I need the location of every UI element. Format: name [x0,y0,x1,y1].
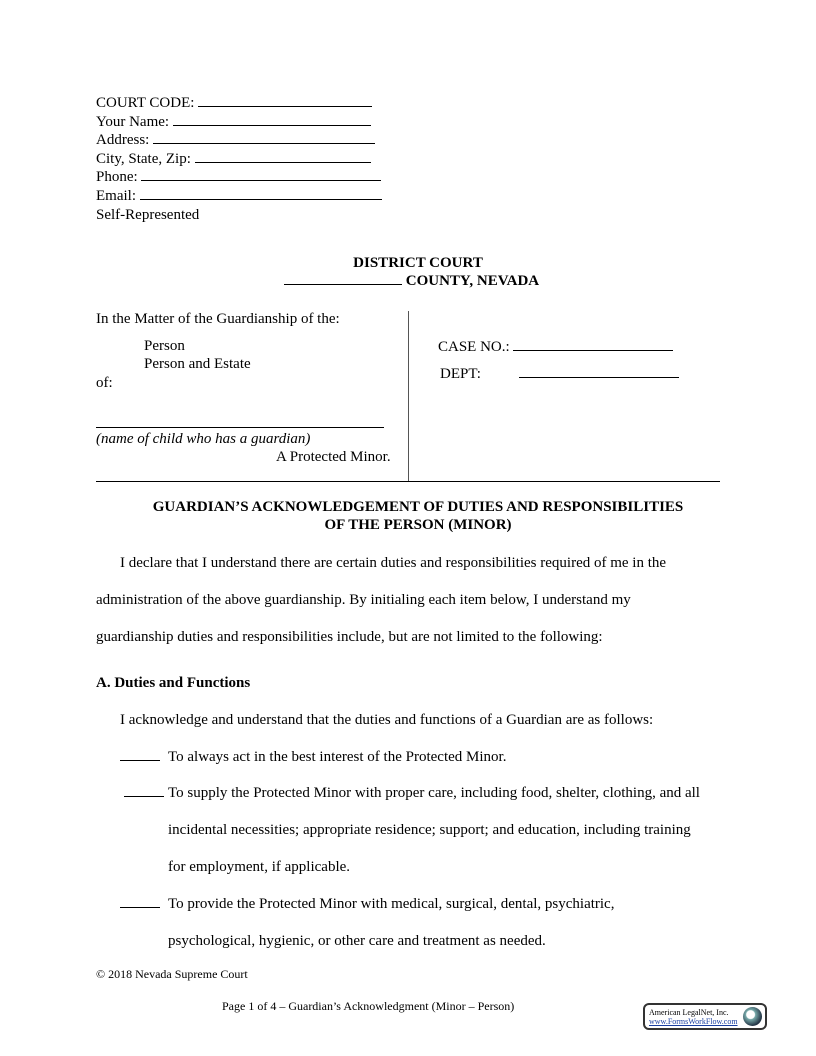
self-represented: Self-Represented [96,207,200,223]
label: DEPT: [440,366,481,382]
initial-blank[interactable] [124,784,164,797]
logo-link[interactable]: www.FormsWorkFlow.com [649,1017,738,1026]
section-a-lead: I acknowledge and understand that the duties and functions of a Guardian are as follows: [120,712,654,728]
label: City, State, Zip: [96,151,191,167]
label: Phone: [96,169,138,185]
section-a-heading: A. Duties and Functions [96,675,251,691]
label: COURT CODE: [96,95,195,111]
page-footer: Page 1 of 4 – Guardian’s Acknowledgment (Minor – Person) [222,999,515,1013]
initial-blank[interactable] [120,895,160,908]
city-state-zip-field [96,150,371,168]
county-label: COUNTY, NEVADA [405,273,540,289]
phone-field [96,168,381,186]
dept-field [440,365,679,383]
intro-line: guardianship duties and responsibilities include, but are not limited to the following: [96,629,603,645]
duty-item: To supply the Protected Minor with proper care, including food, shelter, clothing, and all [168,785,700,801]
county-blank[interactable] [284,272,402,285]
intro-line: administration of the above guardianship. By initialing each item below, I understand my [96,592,631,608]
dept-blank[interactable] [519,365,679,378]
doc-title-line1: GUARDIAN’S ACKNOWLEDGEMENT OF DUTIES AND RESPONSIBILITIES [152,499,684,515]
caption-divider [408,311,409,481]
protected-minor-label: A Protected Minor. [276,449,391,465]
of-label: of: [96,375,113,391]
globe-icon [743,1007,762,1026]
court-name: DISTRICT COURT [353,255,483,271]
email-field [96,187,382,205]
duty-item: To provide the Protected Minor with medical, surgical, dental, psychiatric, [168,896,615,912]
child-name-blank[interactable] [96,427,384,428]
city-blank[interactable] [195,150,371,163]
your-name-blank[interactable] [173,113,371,126]
duty-item: To always act in the best interest of the Protected Minor. [168,749,507,765]
duty-item-cont: psychological, hygienic, or other care and treatment as needed. [168,933,546,949]
initial-blank[interactable] [120,748,160,761]
address-field [96,131,375,149]
address-blank[interactable] [153,131,375,144]
american-legalnet-logo[interactable] [643,1003,767,1030]
email-blank[interactable] [140,187,382,200]
county-line [284,272,539,290]
option-person: Person [144,338,185,354]
label: Email: [96,188,136,204]
matter-label: In the Matter of the Guardianship of the: [96,311,340,327]
duty-item-cont: incidental necessities; appropriate residence; support; and education, including training [168,822,691,838]
phone-blank[interactable] [141,168,381,181]
caption-bottom-rule [96,481,720,482]
label: Address: [96,132,150,148]
logo-line1: American LegalNet, Inc. [649,1008,729,1017]
court-code-blank[interactable] [198,94,372,107]
label: Your Name: [96,114,170,130]
doc-title-line2: OF THE PERSON (MINOR) [324,517,512,533]
court-code-field [96,94,372,112]
case-no-field [438,338,673,356]
label: CASE NO.: [438,339,510,355]
your-name-field [96,113,371,131]
option-person-estate: Person and Estate [144,356,251,372]
intro-line: I declare that I understand there are certain duties and responsibilities required of me in the [120,555,667,571]
case-no-blank[interactable] [513,338,673,351]
child-name-hint: (name of child who has a guardian) [96,431,311,447]
copyright: © 2018 Nevada Supreme Court [96,967,248,981]
duty-item-cont: for employment, if applicable. [168,859,351,875]
